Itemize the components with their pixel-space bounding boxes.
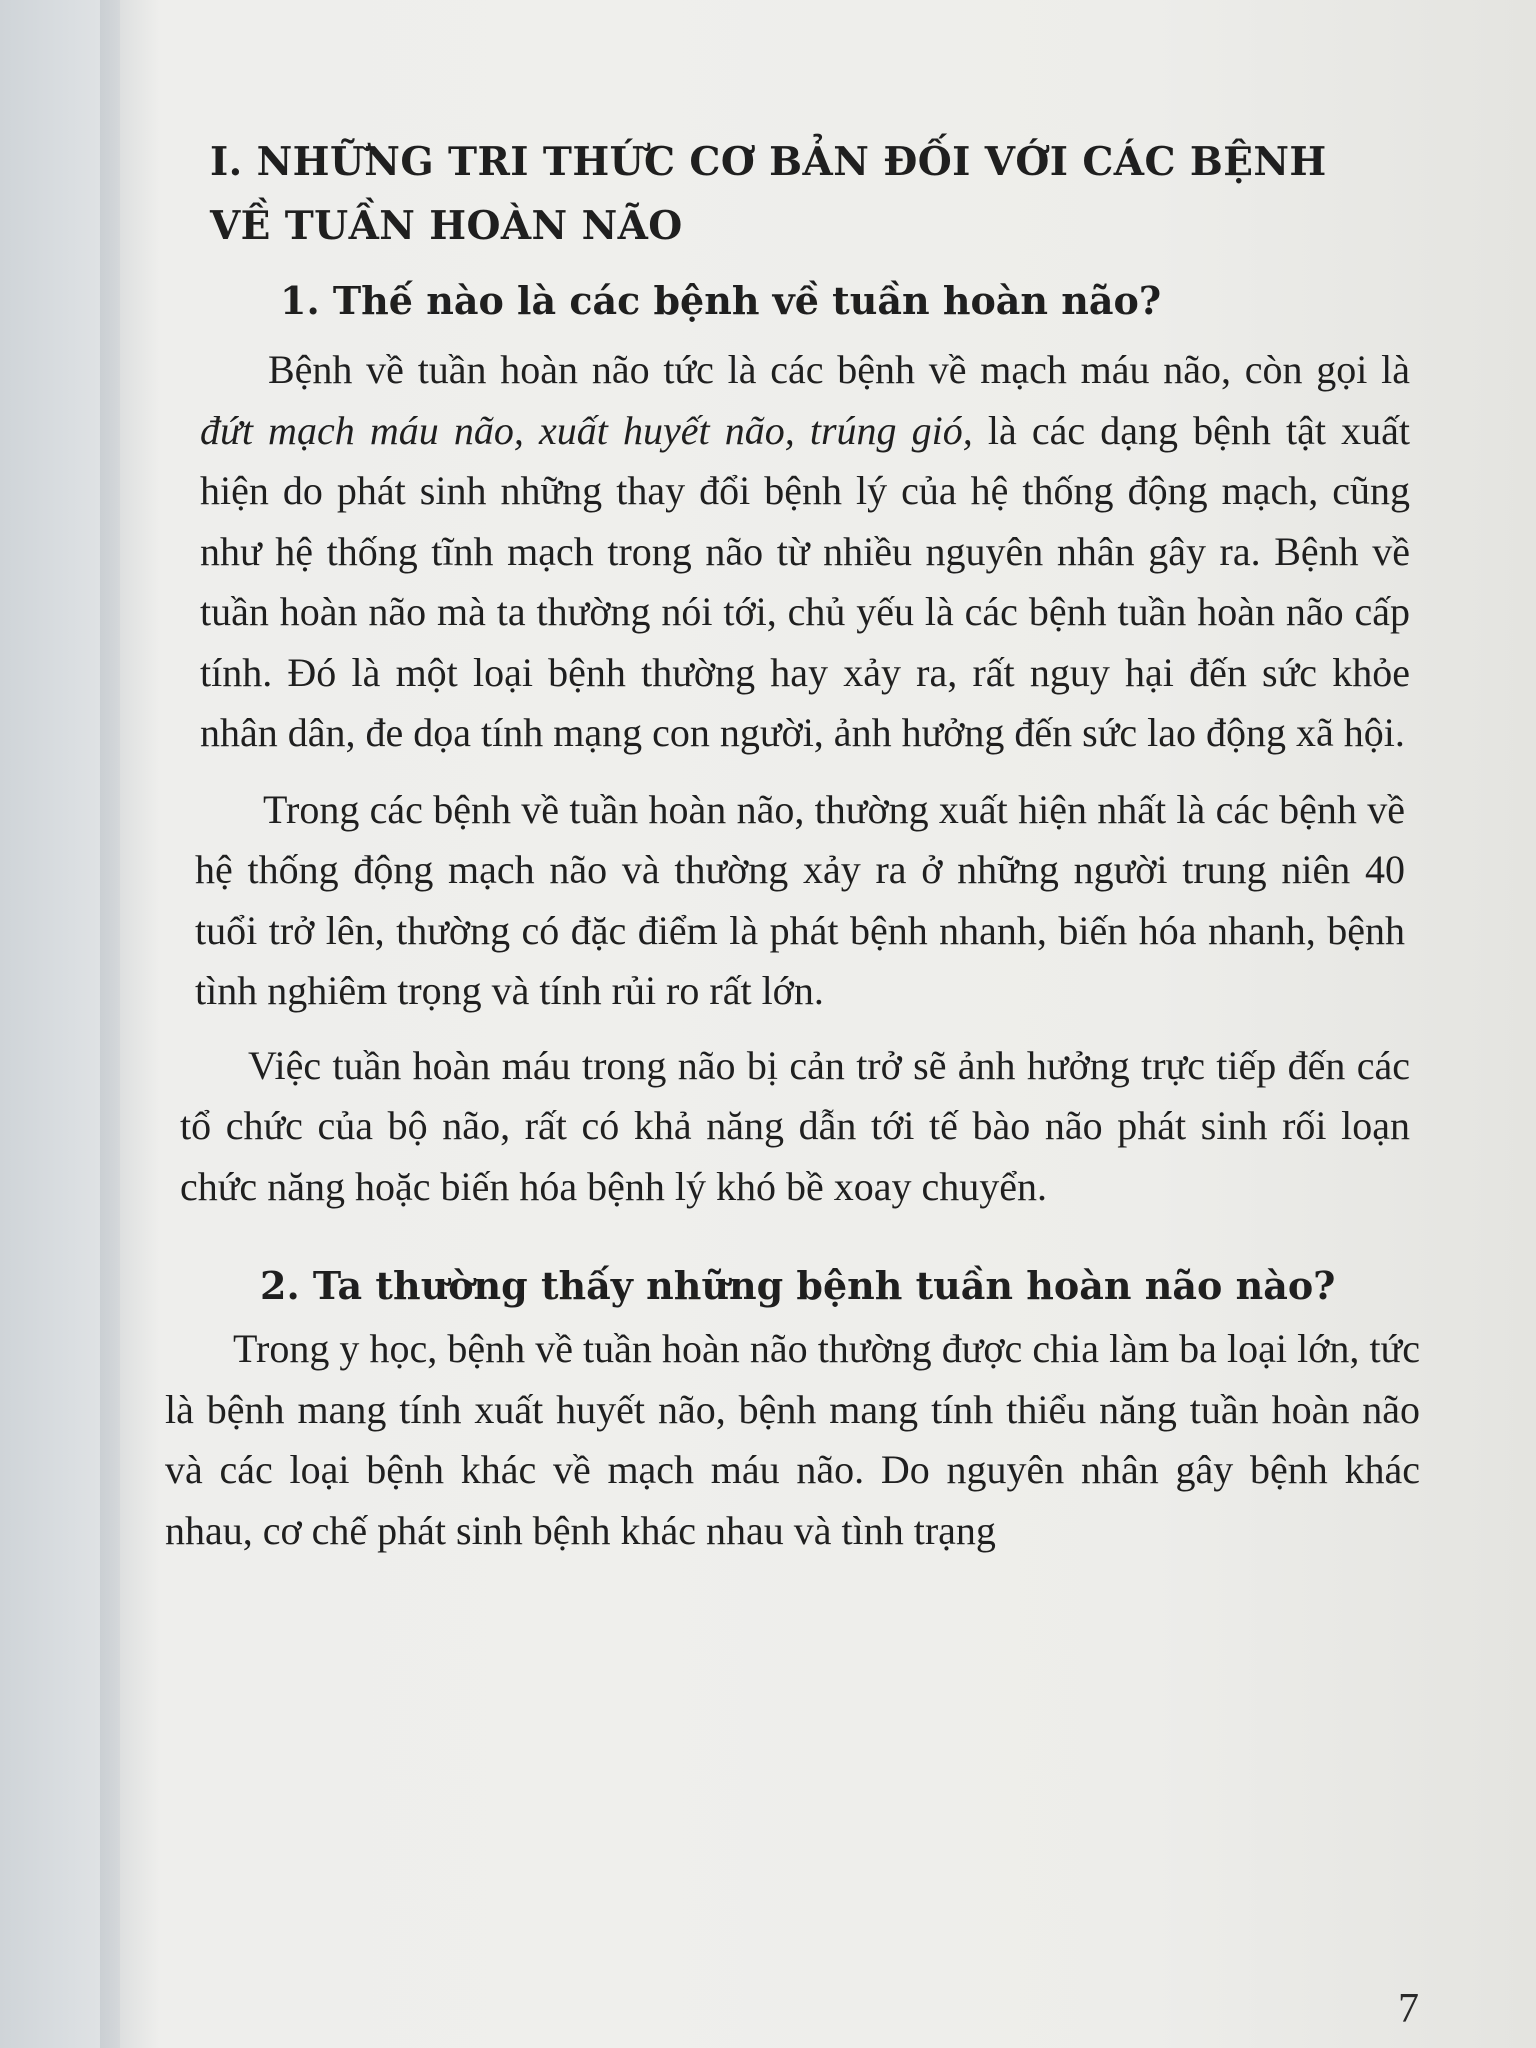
question-1-paragraph-2: Trong các bệnh về tuần hoàn não, thường xuất hiện nhất là các bệnh về hệ thống động mạch não và thường xảy ra ở những người trung niên 40 tuổi trở lên, thường có đặc điểm là phát bệnh nhanh, biến hóa nhanh, bệnh tình nghiêm trọng và tính rủi ro rất lớn. xyxy=(195,786,1405,1013)
question-1-heading: 1. Thế nào là các bệnh về tuần hoàn não? xyxy=(280,278,1162,323)
question-1-paragraph-1 xyxy=(200,340,1410,764)
section-heading: I. NHỮNG TRI THỨC CƠ BẢN ĐỐI VỚI CÁC BỆNH VỀ TUẦN HOÀN NÃO xyxy=(210,139,1327,249)
paragraph-text: là các dạng bệnh tật xuất hiện do phát sinh những thay đổi bệnh lý của hệ thống động mạch, cũng như hệ thống tĩnh mạch trong não từ nhiều nguyên nhân gây ra. Bệnh về tuần hoàn não mà ta thường nói tới, chủ yếu là các bệnh tuần hoàn não cấp tính. Đó là một loại bệnh thường hay xảy ra, rất nguy hại đến sức khỏe nhân dân, đe dọa tính mạng con người, ảnh hưởng đến sức lao động xã hội. xyxy=(200,407,1410,755)
question-2-paragraph-1: Trong y học, bệnh về tuần hoàn não thường được chia làm ba loại lớn, tức là bệnh mang tính xuất huyết não, bệnh mang tính thiểu năng tuần hoàn não và các loại bệnh khác về mạch máu não. Do nguyên nhân gây bệnh khác nhau, cơ chế phát sinh bệnh khác nhau và tình trạng xyxy=(165,1326,1420,1553)
question-1-paragraph-3: Việc tuần hoàn máu trong não bị cản trở sẽ ảnh hưởng trực tiếp đến các tổ chức của bộ não, rất có khả năng dẫn tới tế bào não phát sinh rối loạn chức năng hoặc biến hóa bệnh lý khó bề xoay chuyển. xyxy=(180,1042,1410,1209)
page-number: 7 xyxy=(1398,1986,1419,2032)
paragraph-text: Bệnh về tuần hoàn não tức là các bệnh về mạch máu não, còn gọi là xyxy=(268,347,1410,392)
question-2-heading: 2. Ta thường thấy những bệnh tuần hoàn não nào? xyxy=(260,1263,1336,1308)
italic-terms: đứt mạch máu não, xuất huyết não, trúng gió, xyxy=(200,407,973,453)
book-page xyxy=(150,130,1420,1561)
